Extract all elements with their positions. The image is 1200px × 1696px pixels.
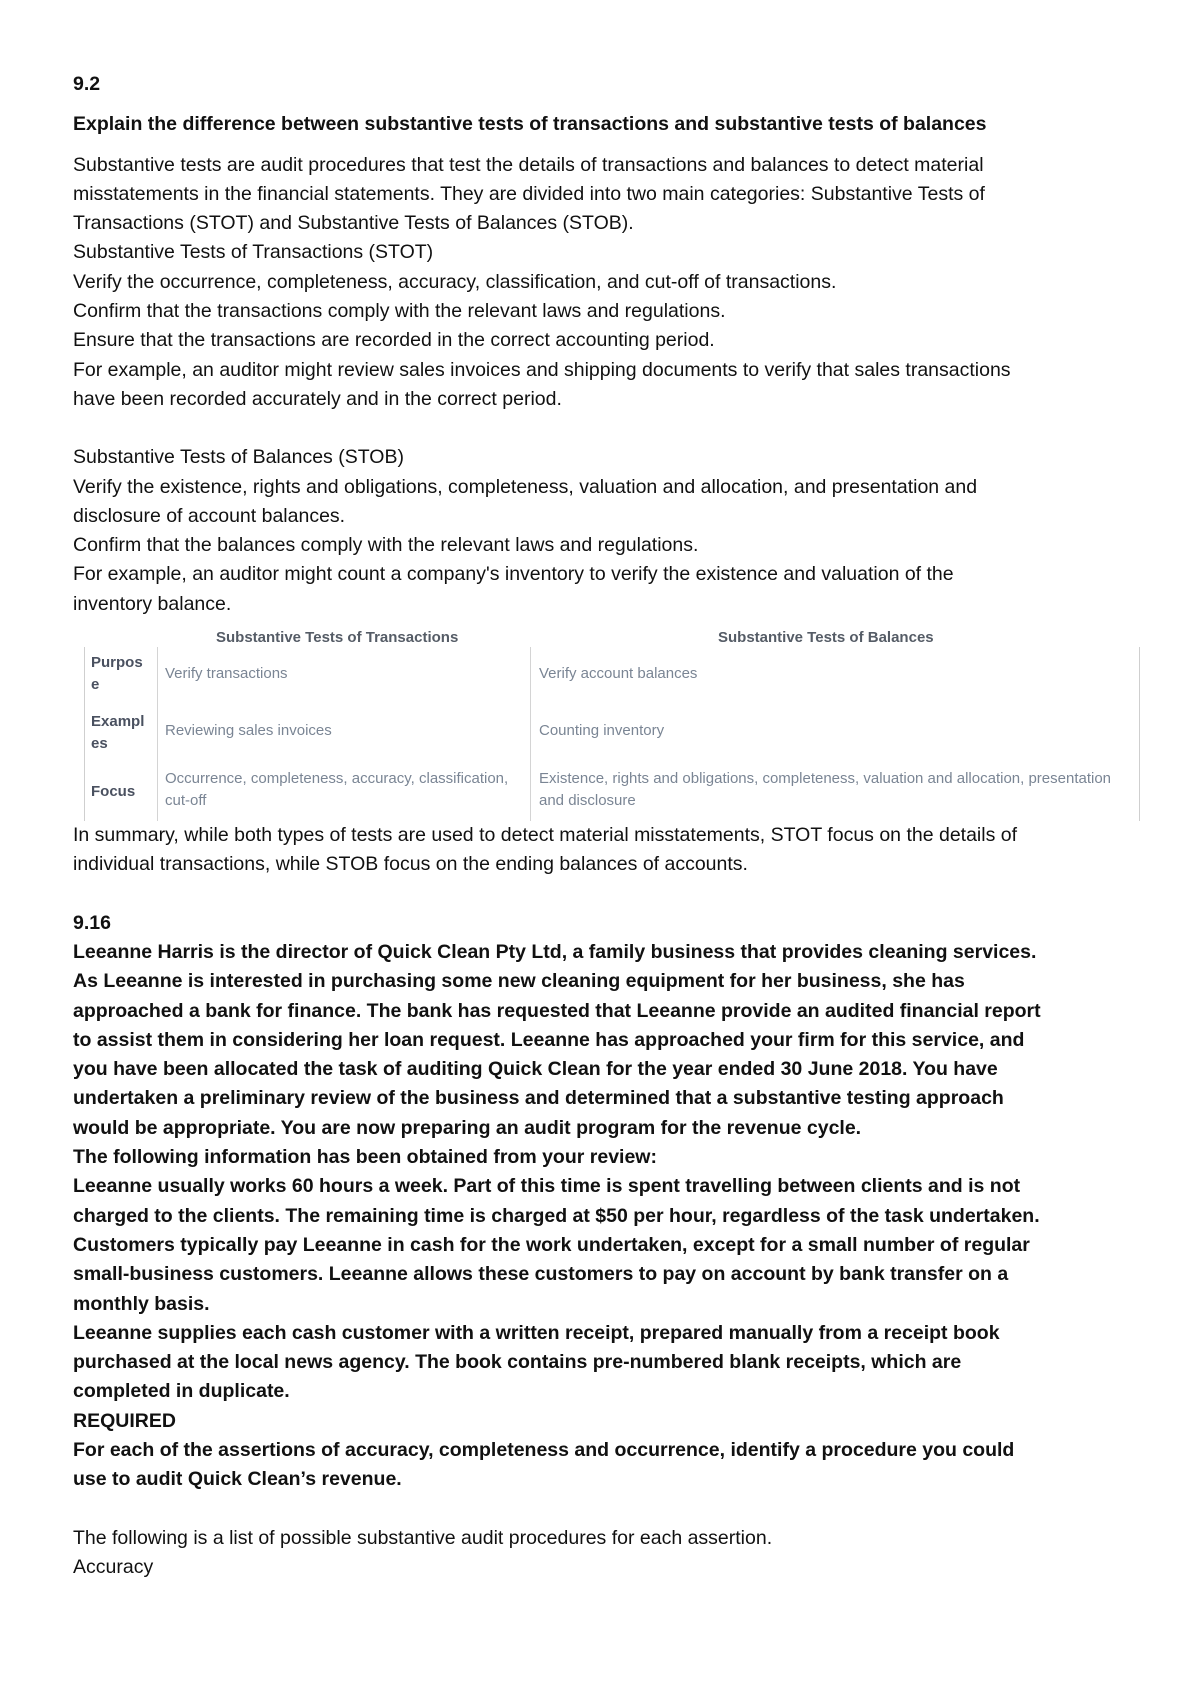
question-title-9-2: Explain the difference between substantive tests of transactions and substantive tests of balances (73, 113, 987, 136)
case-line: approached a bank for finance. The bank has requested that Leeanne provide an audited financial report (73, 999, 1041, 1022)
assertion-heading-accuracy: Accuracy (73, 1555, 154, 1578)
spacer (73, 880, 1143, 909)
summary-line: individual transactions, while STOB focus on the ending balances of accounts. (73, 853, 748, 876)
stot-line: Verify the occurrence, completeness, accuracy, classification, and cut-off of transactions. (73, 270, 837, 293)
case-line: you have been allocated the task of auditing Quick Clean for the year ended 30 June 2018. You have (73, 1058, 998, 1081)
intro-line: Substantive tests are audit procedures that test the details of transactions and balances to detect material (73, 153, 984, 176)
stob-line: Confirm that the balances comply with the relevant laws and regulations. (73, 534, 699, 557)
table-body (84, 647, 1140, 821)
row-label-examples: Exampl es (91, 713, 145, 753)
spacer (73, 1495, 1143, 1524)
case-line: purchased at the local news agency. The book contains pre-numbered blank receipts, which are (73, 1351, 962, 1374)
case-line: undertaken a preliminary review of the business and determined that a substantive testing approach (73, 1087, 1004, 1110)
stot-line: have been recorded accurately and in the correct period. (73, 387, 562, 410)
table-header-balances: Substantive Tests of Balances (718, 629, 934, 647)
cell-examples-balances: Counting inventory (539, 722, 665, 740)
table-row-focus (85, 765, 1139, 821)
spacer (73, 414, 1143, 443)
stot-line: Confirm that the transactions comply with the relevant laws and regulations. (73, 300, 726, 323)
stot-line: For example, an auditor might review sales invoices and shipping documents to verify that sales transactions (73, 358, 1011, 381)
intro-line: misstatements in the financial statements. They are divided into two main categories: Substantive Tests of (73, 182, 985, 205)
case-line: Leeanne usually works 60 hours a week. Part of this time is spent travelling between clients and is not (73, 1175, 1021, 1198)
case-line: completed in duplicate. (73, 1380, 290, 1403)
spacer (73, 99, 1143, 110)
stob-line: Verify the existence, rights and obligations, completeness, valuation and allocation, and presentation and (73, 475, 978, 498)
question-number-9-16: 9.16 (73, 911, 111, 934)
case-line: would be appropriate. You are now preparing an audit program for the revenue cycle. (73, 1116, 862, 1139)
answer-intro: The following is a list of possible substantive audit procedures for each assertion. (73, 1526, 773, 1549)
cell-purpose-transactions: Verify transactions (165, 665, 288, 683)
intro-line: Transactions (STOT) and Substantive Tests of Balances (STOB). (73, 212, 634, 235)
spacer (73, 140, 1143, 151)
table-header (73, 621, 1143, 645)
cell-purpose-balances: Verify account balances (539, 665, 698, 683)
stob-line: disclosure of account balances. (73, 504, 346, 527)
case-line: The following information has been obtained from your review: (73, 1146, 657, 1169)
table-row-examples (85, 705, 1139, 765)
comparison-table (73, 621, 1143, 821)
stob-line: inventory balance. (73, 592, 232, 615)
summary-line: In summary, while both types of tests are used to detect material misstatements, STOT focus on the details of (73, 824, 1018, 847)
table-header-transactions: Substantive Tests of Transactions (216, 629, 459, 647)
cell-focus-balances: Existence, rights and obligations, completeness, valuation and allocation, presentation and disclosure (539, 770, 1112, 810)
case-line: small-business customers. Leeanne allows these customers to pay on account by bank transfer on a (73, 1263, 1009, 1286)
stot-heading: Substantive Tests of Transactions (STOT) (73, 241, 434, 264)
question-number-9-2: 9.2 (73, 73, 101, 95)
case-line: use to audit Quick Clean’s revenue. (73, 1468, 402, 1491)
table-row-purpose (85, 647, 1139, 705)
case-line: to assist them in considering her loan request. Leeanne has approached your firm for this service, and (73, 1028, 1025, 1051)
stob-line: For example, an auditor might count a company's inventory to verify the existence and valuation of the (73, 563, 954, 586)
row-label-focus: Focus (91, 783, 136, 801)
case-line: monthly basis. (73, 1292, 210, 1315)
stot-line: Ensure that the transactions are recorded in the correct accounting period. (73, 329, 715, 352)
case-line: For each of the assertions of accuracy, completeness and occurrence, identify a procedure you could (73, 1438, 1015, 1461)
cell-examples-transactions: Reviewing sales invoices (165, 722, 332, 740)
row-label-purpose: Purpos e (91, 654, 143, 694)
case-line: Customers typically pay Leeanne in cash for the work undertaken, except for a small number of regular (73, 1233, 1030, 1256)
cell-focus-transactions: Occurrence, completeness, accuracy, classification, cut-off (165, 770, 509, 810)
case-line: Leeanne Harris is the director of Quick Clean Pty Ltd, a family business that provides cleaning services. (73, 940, 1037, 963)
case-line: As Leeanne is interested in purchasing some new cleaning equipment for her business, she has (73, 970, 965, 993)
case-line: charged to the clients. The remaining time is charged at $50 per hour, regardless of the task undertaken. (73, 1204, 1040, 1227)
case-study (73, 938, 1143, 1495)
required-label: REQUIRED (73, 1409, 176, 1432)
stob-heading: Substantive Tests of Balances (STOB) (73, 446, 404, 469)
case-line: Leeanne supplies each cash customer with a written receipt, prepared manually from a receipt book (73, 1321, 1000, 1344)
document-page (73, 70, 1143, 1582)
